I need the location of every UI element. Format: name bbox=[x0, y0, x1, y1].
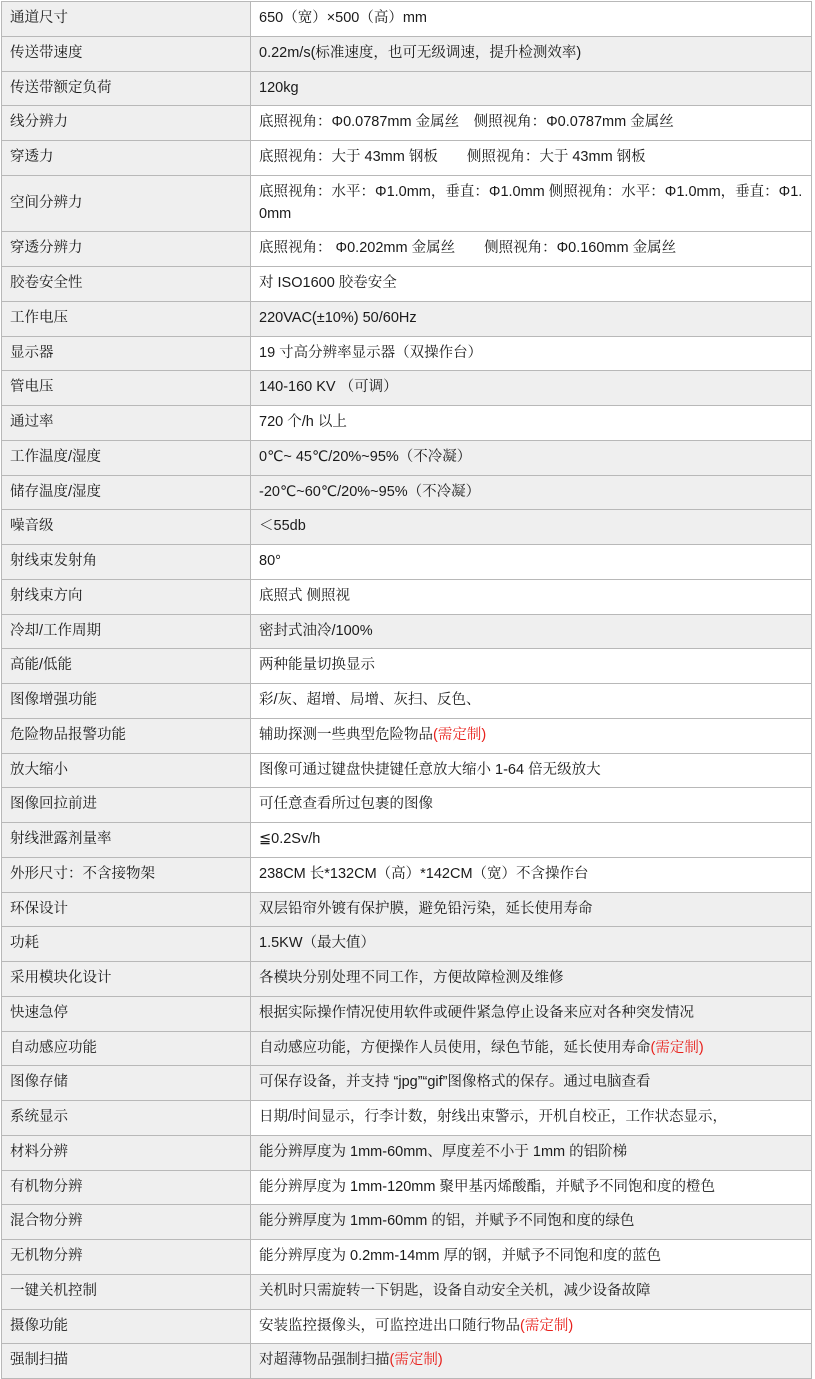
spec-label: 冷却/工作周期 bbox=[2, 614, 251, 649]
spec-value bbox=[251, 579, 812, 614]
table-row bbox=[2, 1240, 812, 1275]
spec-label: 一键关机控制 bbox=[2, 1274, 251, 1309]
table-row bbox=[2, 406, 812, 441]
spec-label: 图像存储 bbox=[2, 1066, 251, 1101]
table-row bbox=[2, 649, 812, 684]
spec-value bbox=[251, 892, 812, 927]
spec-value-note: (需定制) bbox=[389, 1352, 443, 1369]
table-row bbox=[2, 684, 812, 719]
spec-value bbox=[251, 106, 812, 141]
spec-value-text: 1.5KW（最大值） bbox=[259, 935, 376, 952]
spec-value-text: 辅助探测一些典型危险物品 bbox=[259, 726, 433, 743]
spec-label: 快速急停 bbox=[2, 996, 251, 1031]
spec-label: 图像回拉前进 bbox=[2, 788, 251, 823]
spec-value bbox=[251, 1309, 812, 1344]
spec-value-text: 能分辨厚度为 1mm-60mm、厚度差不小于 1mm 的铝阶梯 bbox=[259, 1143, 628, 1160]
spec-value-text: 各模块分别处理不同工作，方便故障检测及维修 bbox=[259, 970, 564, 986]
spec-value-text: 19 寸高分辨率显示器（双操作台） bbox=[259, 344, 483, 361]
table-row bbox=[2, 336, 812, 371]
spec-value-text: 彩/灰、超增、局增、灰扫、反色、 bbox=[259, 692, 481, 708]
table-body bbox=[2, 2, 812, 1379]
spec-label: 显示器 bbox=[2, 336, 251, 371]
spec-value bbox=[251, 927, 812, 962]
spec-value bbox=[251, 1274, 812, 1309]
spec-value-text: 底照式 侧照视 bbox=[259, 587, 351, 604]
specification-table bbox=[1, 1, 812, 1379]
table-row bbox=[2, 1274, 812, 1309]
spec-value bbox=[251, 36, 812, 71]
spec-value-text: 能分辨厚度为 1mm-120mm 聚甲基丙烯酸酯，并赋予不同饱和度的橙色 bbox=[259, 1178, 715, 1195]
spec-label: 工作温度/湿度 bbox=[2, 440, 251, 475]
spec-label: 自动感应功能 bbox=[2, 1031, 251, 1066]
spec-value bbox=[251, 510, 812, 545]
table-row bbox=[2, 232, 812, 267]
spec-value-text: 关机时只需旋转一下钥匙，设备自动安全关机，减少设备故障 bbox=[259, 1282, 651, 1299]
spec-label: 穿透力 bbox=[2, 141, 251, 176]
spec-value-text: 可任意查看所过包裹的图像 bbox=[259, 796, 433, 813]
spec-label: 采用模块化设计 bbox=[2, 962, 251, 997]
spec-label: 有机物分辨 bbox=[2, 1170, 251, 1205]
spec-value-text: 两种能量切换显示 bbox=[259, 657, 375, 674]
table-row bbox=[2, 175, 812, 232]
spec-label: 材料分辨 bbox=[2, 1135, 251, 1170]
spec-value-text: ＜55db bbox=[259, 518, 306, 535]
table-row bbox=[2, 1135, 812, 1170]
spec-label: 穿透分辨力 bbox=[2, 232, 251, 267]
spec-label: 储存温度/湿度 bbox=[2, 475, 251, 510]
spec-value bbox=[251, 545, 812, 580]
table-row bbox=[2, 927, 812, 962]
table-row bbox=[2, 1205, 812, 1240]
spec-value-text: 对 ISO1600 胶卷安全 bbox=[259, 275, 397, 291]
table-row bbox=[2, 440, 812, 475]
spec-value-text: 能分辨厚度为 0.2mm-14mm 厚的钢，并赋予不同饱和度的蓝色 bbox=[259, 1248, 661, 1264]
spec-value-text: 底照视角： Φ0.202mm 金属丝 侧照视角：Φ0.160mm 金属丝 bbox=[259, 240, 677, 257]
table-row bbox=[2, 545, 812, 580]
spec-label: 噪音级 bbox=[2, 510, 251, 545]
table-row bbox=[2, 718, 812, 753]
spec-value bbox=[251, 71, 812, 106]
spec-label: 危险物品报警功能 bbox=[2, 718, 251, 753]
spec-label: 摄像功能 bbox=[2, 1309, 251, 1344]
spec-value-note: (需定制) bbox=[520, 1317, 574, 1334]
spec-label: 系统显示 bbox=[2, 1101, 251, 1136]
spec-label: 混合物分辨 bbox=[2, 1205, 251, 1240]
table-row bbox=[2, 996, 812, 1031]
table-row bbox=[2, 71, 812, 106]
table-row bbox=[2, 106, 812, 141]
spec-value bbox=[251, 141, 812, 176]
table-row bbox=[2, 823, 812, 858]
spec-value bbox=[251, 232, 812, 267]
table-row bbox=[2, 267, 812, 302]
spec-label: 传送带速度 bbox=[2, 36, 251, 71]
spec-value-text: 能分辨厚度为 1mm-60mm 的铝，并赋予不同饱和度的绿色 bbox=[259, 1213, 635, 1230]
spec-value bbox=[251, 406, 812, 441]
spec-value bbox=[251, 1135, 812, 1170]
table-row bbox=[2, 892, 812, 927]
spec-value bbox=[251, 753, 812, 788]
spec-label: 强制扫描 bbox=[2, 1344, 251, 1379]
table-row bbox=[2, 1344, 812, 1379]
spec-value bbox=[251, 1205, 812, 1240]
spec-value-text: 0℃~ 45℃/20%~95%（不冷凝） bbox=[259, 448, 472, 465]
table-row bbox=[2, 1031, 812, 1066]
spec-label: 功耗 bbox=[2, 927, 251, 962]
spec-value bbox=[251, 336, 812, 371]
spec-value-text: 底照视角：水平：Φ1.0mm，垂直：Φ1.0mm 侧照视角：水平：Φ1.0mm，垂直：Φ1.0mm bbox=[259, 183, 803, 222]
spec-value bbox=[251, 440, 812, 475]
spec-label: 高能/低能 bbox=[2, 649, 251, 684]
table-row bbox=[2, 141, 812, 176]
spec-value bbox=[251, 962, 812, 997]
spec-label: 线分辨力 bbox=[2, 106, 251, 141]
spec-label: 工作电压 bbox=[2, 301, 251, 336]
spec-value bbox=[251, 614, 812, 649]
spec-label: 环保设计 bbox=[2, 892, 251, 927]
spec-value-text: 图像可通过键盘快捷键任意放大缩小 1-64 倍无级放大 bbox=[259, 761, 601, 778]
spec-value bbox=[251, 684, 812, 719]
spec-value bbox=[251, 1066, 812, 1101]
table-row bbox=[2, 475, 812, 510]
spec-value bbox=[251, 823, 812, 858]
spec-value-text: 日期/时间显示，行李计数，射线出束警示，开机自校正，工作状态显示， bbox=[259, 1109, 728, 1125]
spec-value bbox=[251, 1170, 812, 1205]
spec-value-note: (需定制) bbox=[650, 1039, 704, 1056]
spec-value-text: 140-160 KV （可调） bbox=[259, 379, 398, 396]
spec-value-text: 底照视角：Φ0.0787mm 金属丝 侧照视角：Φ0.0787mm 金属丝 bbox=[259, 114, 674, 131]
spec-value bbox=[251, 1101, 812, 1136]
spec-value-text: 120kg bbox=[259, 79, 299, 96]
table-row bbox=[2, 1066, 812, 1101]
spec-value-text: -20℃~60℃/20%~95%（不冷凝） bbox=[259, 483, 481, 500]
table-row bbox=[2, 36, 812, 71]
table-row bbox=[2, 510, 812, 545]
spec-value-note: (需定制) bbox=[433, 726, 487, 743]
spec-label: 射线束发射角 bbox=[2, 545, 251, 580]
spec-value-text: 安装监控摄像头，可监控进出口随行物品 bbox=[259, 1317, 520, 1334]
spec-value bbox=[251, 1344, 812, 1379]
spec-label: 图像增强功能 bbox=[2, 684, 251, 719]
spec-label: 传送带额定负荷 bbox=[2, 71, 251, 106]
spec-value-text: 720 个/h 以上 bbox=[259, 414, 347, 430]
spec-value bbox=[251, 857, 812, 892]
table-row bbox=[2, 753, 812, 788]
table-row bbox=[2, 579, 812, 614]
spec-value-text: 238CM 长*132CM（高）*142CM（宽）不含操作台 bbox=[259, 865, 589, 882]
table-row bbox=[2, 2, 812, 37]
spec-value bbox=[251, 788, 812, 823]
table-row bbox=[2, 371, 812, 406]
spec-label: 通过率 bbox=[2, 406, 251, 441]
spec-value-text: 自动感应功能，方便操作人员使用，绿色节能，延长使用寿命 bbox=[259, 1039, 651, 1056]
spec-value bbox=[251, 1031, 812, 1066]
spec-label: 射线束方向 bbox=[2, 579, 251, 614]
spec-label: 射线泄露剂量率 bbox=[2, 823, 251, 858]
table-row bbox=[2, 1309, 812, 1344]
spec-value-text: 根据实际操作情况使用软件或硬件紧急停止设备来应对各种突发情况 bbox=[259, 1004, 694, 1021]
spec-value bbox=[251, 996, 812, 1031]
spec-value bbox=[251, 718, 812, 753]
spec-value bbox=[251, 649, 812, 684]
spec-value-text: 对超薄物品强制扫描 bbox=[259, 1352, 390, 1369]
table-row bbox=[2, 1101, 812, 1136]
spec-label: 无机物分辨 bbox=[2, 1240, 251, 1275]
spec-label: 放大缩小 bbox=[2, 753, 251, 788]
table-row bbox=[2, 614, 812, 649]
table-row bbox=[2, 962, 812, 997]
spec-value bbox=[251, 475, 812, 510]
spec-value-text: 650（宽）×500（高）mm bbox=[259, 10, 428, 26]
spec-label: 胶卷安全性 bbox=[2, 267, 251, 302]
spec-label: 空间分辨力 bbox=[2, 175, 251, 232]
spec-value-text: 双层铅帘外镀有保护膜，避免铅污染，延长使用寿命 bbox=[259, 900, 593, 917]
spec-value bbox=[251, 2, 812, 37]
spec-label: 外形尺寸：不含接物架 bbox=[2, 857, 251, 892]
spec-label: 管电压 bbox=[2, 371, 251, 406]
spec-value-text: 可保存设备，并支持 “jpg”“gif”图像格式的保存。通过电脑查看 bbox=[259, 1074, 651, 1091]
table-row bbox=[2, 788, 812, 823]
spec-value-text: 底照视角：大于 43mm 钢板 侧照视角：大于 43mm 钢板 bbox=[259, 149, 646, 165]
spec-label: 通道尺寸 bbox=[2, 2, 251, 37]
spec-value bbox=[251, 1240, 812, 1275]
spec-value bbox=[251, 371, 812, 406]
spec-value-text: ≦0.2Sv/h bbox=[259, 831, 321, 847]
table-row bbox=[2, 1170, 812, 1205]
spec-value-text: 80° bbox=[259, 553, 281, 569]
spec-value-text: 0.22m/s(标准速度，也可无级调速，提升检测效率) bbox=[259, 44, 582, 61]
table-row bbox=[2, 301, 812, 336]
spec-value bbox=[251, 301, 812, 336]
spec-value bbox=[251, 267, 812, 302]
spec-value-text: 220VAC(±10%) 50/60Hz bbox=[259, 309, 417, 326]
table-row bbox=[2, 857, 812, 892]
spec-value-text: 密封式油冷/100% bbox=[259, 622, 373, 639]
spec-value bbox=[251, 175, 812, 232]
